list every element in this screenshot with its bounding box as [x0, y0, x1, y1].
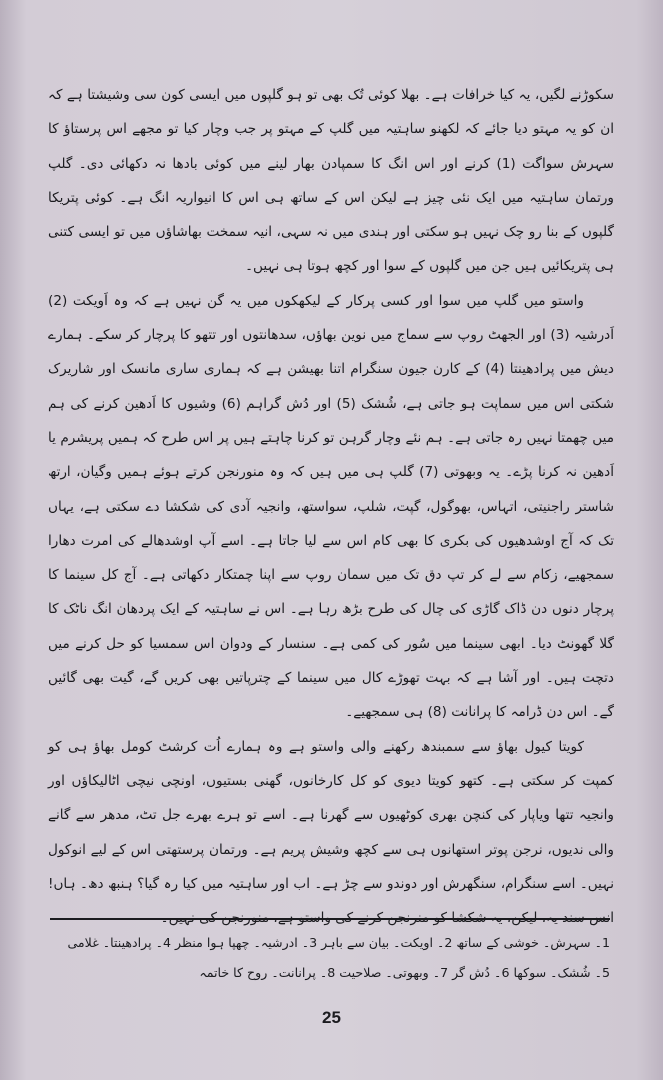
footnote-line-1: 1۔ سہرش۔ خوشی کے ساتھ 2۔ اویکت۔ بیان سے باہر 3۔ ادرشیہ۔ چھپا ہوا منظر 4۔ پرادھینتا۔ غلامی [67, 935, 610, 950]
footnote-divider [50, 918, 610, 920]
paragraph-2: واستو میں گلپ میں سوا اور کسی پرکار کے لیکھکوں میں یہ گن نہیں ہے کہ وہ اَویکت (2) اَدرشیہ (3) اور الجھٹ روپ سے سماج میں نوین بھاؤں، سدھانتوں اور تتھو کا پرچار کر سکے۔ ہمارے دیش میں پرادھینتا (4) کے کارن جیون سنگرام اتنا بھیشن ہے کہ ہماری ساری مانسک اور شاریرک شکتی اس میں سماپت ہو جاتی ہے، شُشک (5) اور دُش گراہم (6) وشیوں کا اَدھین کرنے کی ہم میں چھمتا نہیں رہ جاتی ہے۔ ہم نئے وچار گرہن تو کرنا چاہتے ہیں پر اس طرح کہ ہمیں پریشرم یا اَدھین نہ کرنا پڑے۔ یہ وبھوتی (7) گلپ ہی میں ہیں کہ وہ منورنجن کرتے ہوئے ہمیں وگیان، ارتھ شاستر راجنیتی، اتہاس، بھوگول، گپت، شلپ، سواستھ، وانجیہ آدی کی شکشا دے سکتی ہے، یہاں تک کہ آج اوشدھیوں کی بکری کا بھی کام اس سے لیا جاتا ہے۔ اسے آپ اوشدھالے کی امرت دھارا سمجھیے، زکام سے لے کر تپ دق تک میں سمان روپ سے اپنا چمتکار دکھاتی ہے۔ آج کل سینما کا پرچار دنوں دن ڈاک گاڑی کی چال کی طرح بڑھ رہا ہے۔ اس نے ساہتیہ کے ایک پردھان انگ ناٹک کا گلا گھونٹ دیا۔ ابھی سینما میں سُور کی کمی ہے۔ سنسار کے ودوان اس سمسیا کو حل کرنے میں دتچت ہیں۔ اور آشا ہے کہ بہت تھوڑے کال میں سینما کے چترپاتیں بھی کریں گے، گیت بھی گائیں گے۔ اس دن ڈرامہ کا پرانانت (8) ہی سمجھیے۔ [48, 292, 614, 721]
paragraph-3: کویتا کیول بھاؤ سے سمبندھ رکھنے والی واستو ہے وہ ہمارے اُت کرشٹ کومل بھاؤ ہی کو کمپت کر سکتی ہے۔ کتھو کویتا دیوی کو کل کارخانوں، گھنی بستیوں، اونچی نیچی اٹالیکاؤں اور وانجیہ تتھا ویاپار کی کنچن بھری کوٹھیوں سے گھرنا ہے۔ اسے تو ہرے بھرے جل تٹ، مدھر سے گانے والی ندیوں، نرجن پوتر استھانوں ہی سے کچھ وشیش پریم ہے۔ ورتمان پرستھتی اس کے لیے انوکول نہیں۔ اسے سنگرام، سنگھرش اور دوندو سے چڑ ہے۔ اب اور ساہتیہ میں کیا رہ گیا؟ ہنبھ دھ۔ ہاں! انس سند یہ، لیکن، یہ شکشا کو منرنجن کرنے کی واستو ہے، منورنجن کی نہیں۔ [48, 738, 614, 927]
footnote-line-2: 5۔ شُشک۔ سوکھا 6۔ دُش گر 7۔ وبھوتی۔ صلاحیت 8۔ پرانانت۔ روح کا خاتمہ [199, 965, 610, 980]
footnotes [50, 928, 610, 988]
body-text [48, 78, 614, 935]
paragraph-1: سکوڑنے لگیں، یہ کیا خرافات ہے۔ بھلا کوئی تُک بھی تو ہو گلپوں میں ایسی کون سی وشیشتا ہے کہ ان کو یہ مہتو دیا جائے کہ لکھنو ساہتیہ میں گلپ کے مہتو پر جب وچار کیا تو مجھے اس پرستاؤ کا سہرش سواگت (1) کرنے اور اس انگ کا سمپادن بھار لینے میں کوئی بادھا نہ دکھائی دی۔ گلپ ورتمان ساہتیہ میں ایک نئی چیز ہے لیکن اس کے ساتھ ہی اس کا انیواریہ انگ ہے۔ کوئی پتریکا گلپوں کے بنا رو چک نہیں ہو سکتی اور ہندی میں نہ سہی، انیہ سمخت بھاشاؤں میں تو ایسی کتنی ہی پتریکائیں ہیں جن میں گلپوں کے سوا اور کچھ ہوتا ہی نہیں۔ [48, 87, 614, 275]
page-number: 25 [322, 1008, 341, 1027]
